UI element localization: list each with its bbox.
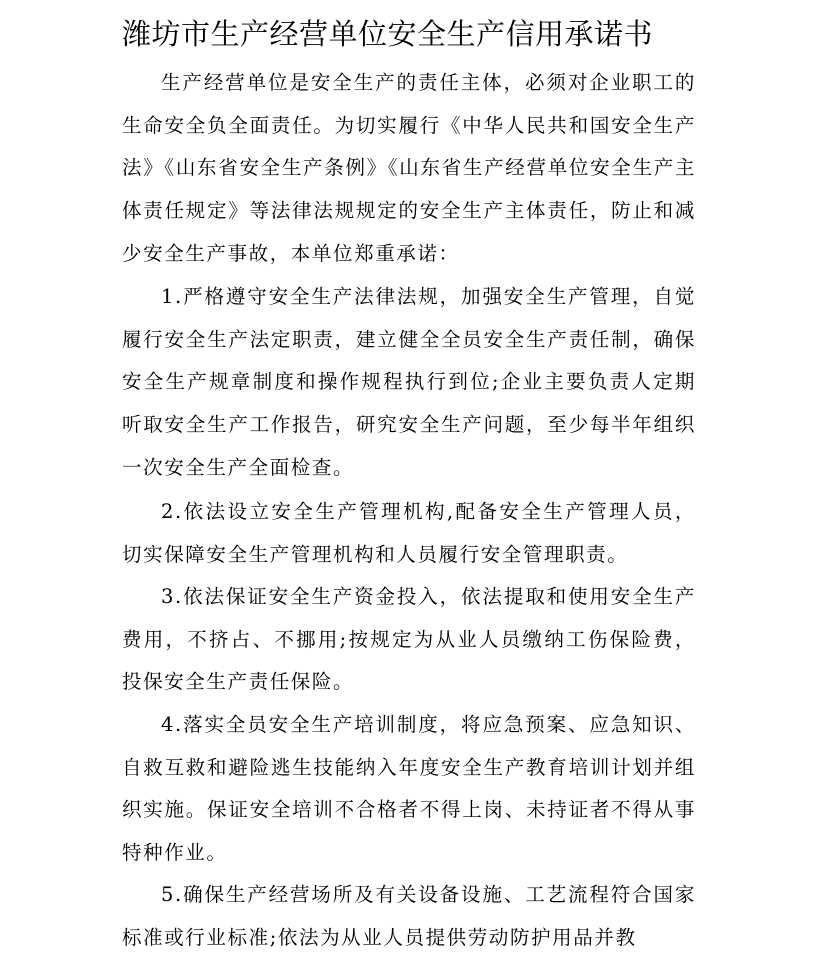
commitment-text: 1.严格遵守安全生产法律法规，加强安全生产管理，自觉履行安全生产法定职责，建立健全全员安全生产责任制，确保安全生产规章制度和操作规程执行到位;企业主要负责人定期听取安全生产工作报告，研究安全生产问题，至少每半年组织一次安全生产全面检查。 <box>122 285 696 479</box>
commitment-item-4 <box>122 704 696 875</box>
commitment-text: 3.依法保证安全生产资金投入，依法提取和使用安全生产费用，不挤占、不挪用;按规定为从业人员缴纳工伤保险费，投保安全生产责任保险。 <box>122 585 696 694</box>
commitment-text: 2.依法设立安全生产管理机构,配备安全生产管理人员，切实保障安全生产管理机构和人员履行安全管理职责。 <box>122 500 696 566</box>
commitment-item-2 <box>122 491 696 576</box>
commitment-item-5 <box>122 874 696 959</box>
commitment-item-3 <box>122 576 696 704</box>
commitment-text: 5.确保生产经营场所及有关设备设施、工艺流程符合国家标准或行业标准;依法为从业人员提供劳动防护用品并教 <box>122 883 696 949</box>
intro-text: 生产经营单位是安全生产的责任主体，必须对企业职工的生命安全负全面责任。为切实履行《中华人民共和国安全生产法》《山东省安全生产条例》《山东省生产经营单位安全生产主体责任规定》等法律法规规定的安全生产主体责任，防止和减少安全生产事故，本单位郑重承诺： <box>122 71 696 265</box>
intro-paragraph <box>122 62 696 276</box>
commitment-text: 4.落实全员安全生产培训制度，将应急预案、应急知识、自救互救和避险逃生技能纳入年度安全生产教育培训计划并组织实施。保证安全培训不合格者不得上岗、未持证者不得从事特种作业。 <box>122 713 696 865</box>
document-title: 潍坊市生产经营单位安全生产信用承诺书 <box>122 17 654 51</box>
commitment-item-1 <box>122 276 696 490</box>
